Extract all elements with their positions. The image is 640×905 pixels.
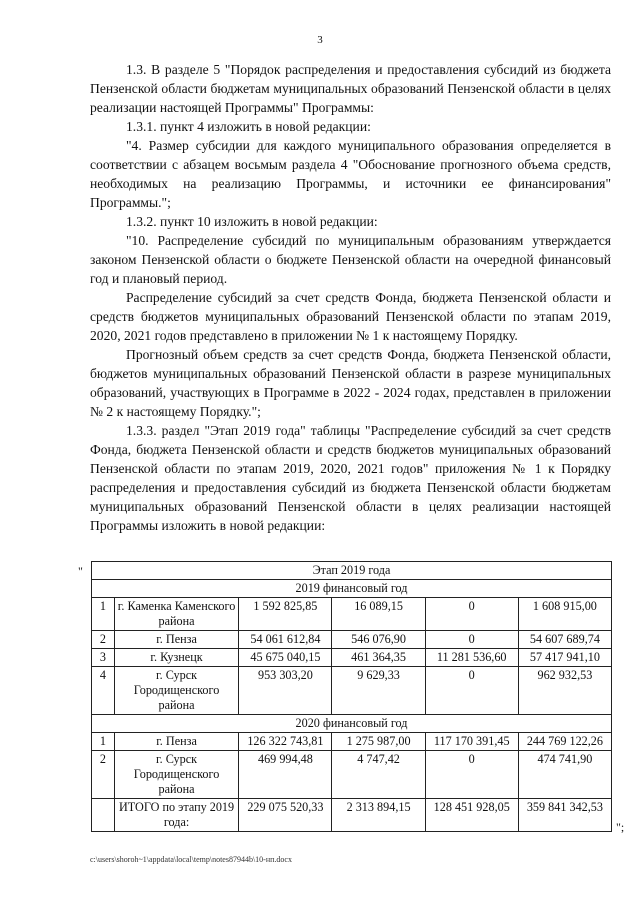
footer-file-path: c:\users\shoroh~1\appdata\local\temp\notes87944b\10-нп.docx	[90, 855, 292, 864]
table-row	[92, 667, 612, 715]
row-number: 1	[92, 733, 115, 751]
municipal-amount: 117 170 391,45	[425, 733, 518, 751]
table-close-quote: ";	[616, 820, 625, 834]
total-amount: 962 932,53	[518, 667, 611, 715]
table-row	[92, 733, 612, 751]
fund-amount: 469 994,48	[239, 751, 332, 799]
row-number: 3	[92, 649, 115, 667]
fund-amount: 54 061 612,84	[239, 631, 332, 649]
row-number: 2	[92, 631, 115, 649]
page-number: 3	[317, 34, 323, 46]
regional-amount: 16 089,15	[332, 598, 425, 631]
municipality-name: г. Пенза	[114, 631, 239, 649]
row-number	[92, 799, 115, 832]
municipality-name: г. Сурск Городищенского района	[114, 751, 239, 799]
row-number: 4	[92, 667, 115, 715]
subsidy-distribution-table	[91, 561, 612, 832]
municipal-amount: 0	[425, 751, 518, 799]
paragraph-1-3: 1.3. В разделе 5 "Порядок распределения и предоставления субсидий из бюджета Пензенской области бюджетам муниципальных образований Пензенской области в целях реализации настоящей Программы" Программы:	[90, 62, 611, 115]
total-label: ИТОГО по этапу 2019 года:	[114, 799, 239, 832]
table-row-total	[92, 799, 612, 832]
table-row	[92, 751, 612, 799]
municipal-amount: 0	[425, 631, 518, 649]
paragraph-distribution: Распределение субсидий за счет средств Фонда, бюджета Пензенской области и средств бюджетов муниципальных образований Пензенской области по этапам 2019, 2020, 2021 годов представлено в приложении № 1 к настоящему Порядку.	[90, 290, 611, 343]
paragraph-forecast: Прогнозный объем средств за счет средств Фонда, бюджета Пензенской области, бюджетов муниципальных образований Пензенской области в разрезе муниципальных образований, участвующих в Программе в 2022 - 2024 годах, представлен в приложении № 2 к настоящему Порядку.";	[90, 347, 611, 419]
table-row	[92, 562, 612, 580]
row-number: 2	[92, 751, 115, 799]
stage-title-cell: Этап 2019 года	[92, 562, 612, 580]
table-open-quote: "	[78, 564, 83, 578]
total-amount: 359 841 342,53	[518, 799, 611, 832]
table-row	[92, 649, 612, 667]
municipal-amount: 0	[425, 598, 518, 631]
fund-amount: 953 303,20	[239, 667, 332, 715]
municipal-amount: 11 281 536,60	[425, 649, 518, 667]
regional-amount: 1 275 987,00	[332, 733, 425, 751]
table-row	[92, 631, 612, 649]
fund-amount: 1 592 825,85	[239, 598, 332, 631]
municipality-name: г. Сурск Городищенского района	[114, 667, 239, 715]
total-amount: 1 608 915,00	[518, 598, 611, 631]
regional-amount: 4 747,42	[332, 751, 425, 799]
paragraph-1-3-3: 1.3.3. раздел "Этап 2019 года" таблицы "Распределение субсидий за счет средств Фонда, бюджета Пензенской области и средств бюджетов муниципальных образований Пензенской области по этапам 2019, 2020, 2021 годов" приложения № 1 к Порядку распределения и предоставления субсидий из бюджета Пензенской области бюджетам муниципальных образований Пензенской области в целях реализации настоящей Программы изложить в новой редакции:	[90, 423, 611, 533]
municipal-amount: 0	[425, 667, 518, 715]
municipal-amount: 128 451 928,05	[425, 799, 518, 832]
total-amount: 474 741,90	[518, 751, 611, 799]
regional-amount: 546 076,90	[332, 631, 425, 649]
row-number: 1	[92, 598, 115, 631]
municipality-name: г. Пенза	[114, 733, 239, 751]
paragraph-point-4: "4. Размер субсидии для каждого муниципального образования определяется в соответствии с абзацем восьмым раздела 4 "Обоснование прогнозного объема средств, необходимых на реализацию Программы, и источники ее финансирования" Программы.";	[90, 138, 611, 210]
paragraph-1-3-1: 1.3.1. пункт 4 изложить в новой редакции:	[126, 119, 371, 134]
document-body	[90, 60, 611, 535]
table-row	[92, 580, 612, 598]
total-amount: 244 769 122,26	[518, 733, 611, 751]
paragraph-1-3-2: 1.3.2. пункт 10 изложить в новой редакции:	[126, 214, 378, 229]
total-amount: 57 417 941,10	[518, 649, 611, 667]
municipality-name: г. Кузнецк	[114, 649, 239, 667]
regional-amount: 9 629,33	[332, 667, 425, 715]
regional-amount: 2 313 894,15	[332, 799, 425, 832]
regional-amount: 461 364,35	[332, 649, 425, 667]
municipality-name: г. Каменка Каменского района	[114, 598, 239, 631]
year-2020-header: 2020 финансовый год	[92, 715, 612, 733]
total-amount: 54 607 689,74	[518, 631, 611, 649]
year-2019-header: 2019 финансовый год	[92, 580, 612, 598]
paragraph-point-10: "10. Распределение субсидий по муниципальным образованиям утверждается законом Пензенской области о бюджете Пензенской области на очередной финансовый год и плановый период.	[90, 233, 611, 286]
table-row	[92, 715, 612, 733]
fund-amount: 45 675 040,15	[239, 649, 332, 667]
fund-amount: 229 075 520,33	[239, 799, 332, 832]
fund-amount: 126 322 743,81	[239, 733, 332, 751]
table-row	[92, 598, 612, 631]
